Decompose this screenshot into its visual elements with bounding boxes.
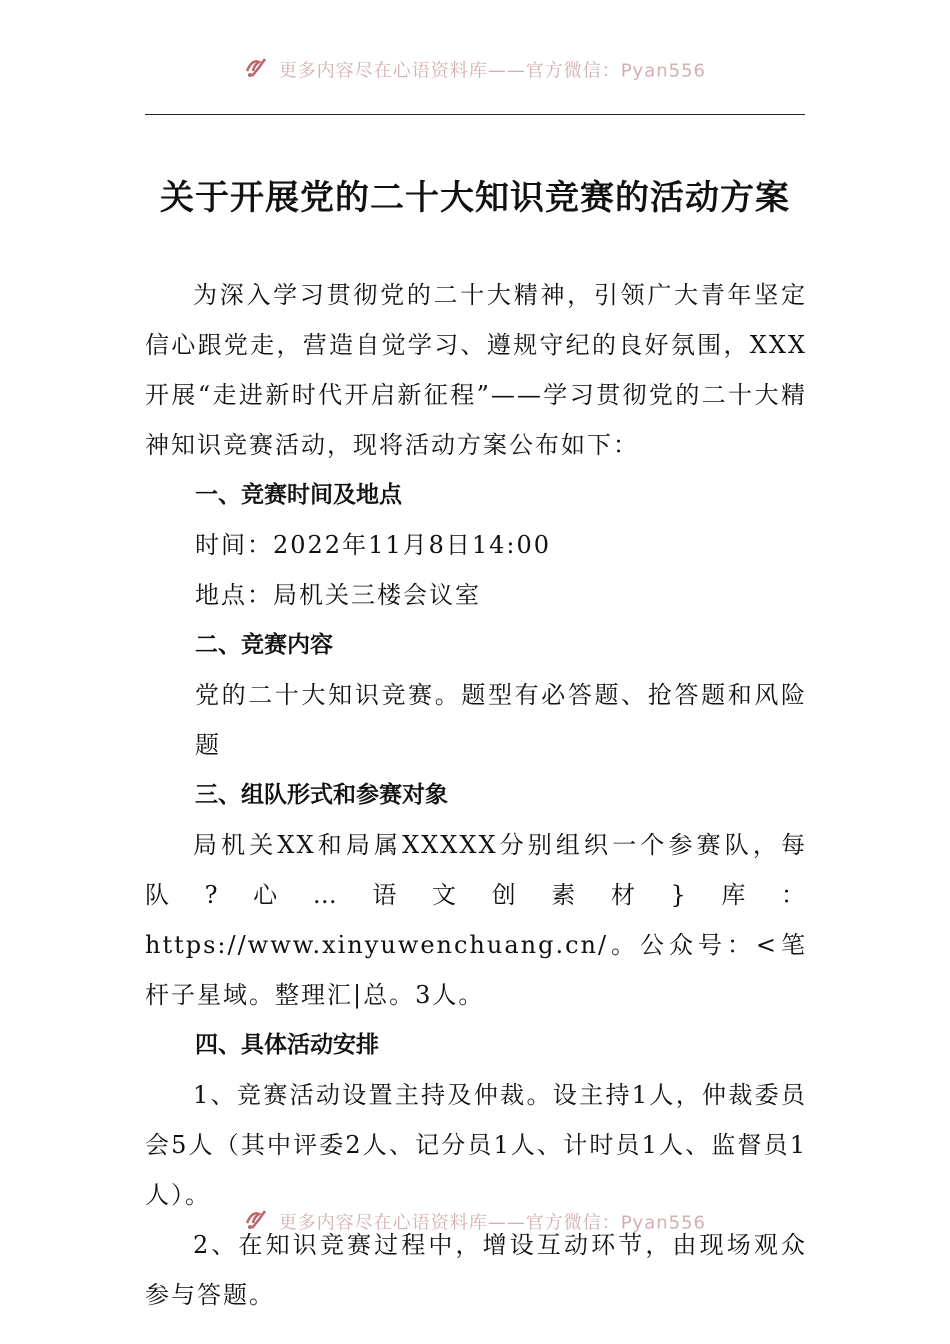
- intro-paragraph: 为深入学习贯彻党的二十大精神，引领广大青年坚定信心跟党走，营造自觉学习、遵规守纪的良好氛围，XXX开展“走进新时代开启新征程”——学习贯彻党的二十大精神知识竞赛活动，现将活动方案公布如下：: [145, 281, 807, 459]
- arrangement-item: 2、在知识竞赛过程中，增设互动环节，由现场观众参与答题。: [145, 1231, 807, 1309]
- section-heading: 二、竞赛内容: [195, 632, 333, 658]
- location-line: 地点：局机关三楼会议室: [195, 581, 481, 609]
- header-divider: [145, 114, 805, 115]
- footer-watermark: [0, 1208, 950, 1236]
- document-title: 关于开展党的二十大知识竞赛的活动方案: [160, 178, 790, 218]
- logo-icon: [244, 1208, 268, 1239]
- arrangement-item: 1、竞赛活动设置主持及仲裁。设主持1人，仲裁委员会5人（其中评委2人、记分员1人、计时员1人、监督员1人）。: [145, 1081, 807, 1209]
- content-line: 党的二十大知识竞赛。题型有必答题、抢答题和风险题: [195, 681, 807, 759]
- section-heading: 一、竞赛时间及地点: [195, 482, 402, 508]
- document-body: [145, 270, 807, 1320]
- watermark-text: 更多内容尽在心语资料库——官方微信：Pyan556: [278, 60, 707, 82]
- logo-icon: [244, 56, 268, 87]
- section-heading: 四、具体活动安排: [195, 1032, 379, 1058]
- team-paragraph: 局机关XX和局属XXXXX分别组织一个参赛队，每队?心…语文创素材}库：https://www.xinyuwenchuang.cn/。公众号：<笔杆子星域。整理汇|总。3人。: [145, 831, 807, 1009]
- watermark-text: 更多内容尽在心语资料库——官方微信：Pyan556: [278, 1212, 707, 1234]
- time-line: 时间：2022年11月8日14:00: [195, 531, 552, 559]
- header-watermark: [0, 56, 950, 84]
- section-heading: 三、组队形式和参赛对象: [195, 782, 448, 808]
